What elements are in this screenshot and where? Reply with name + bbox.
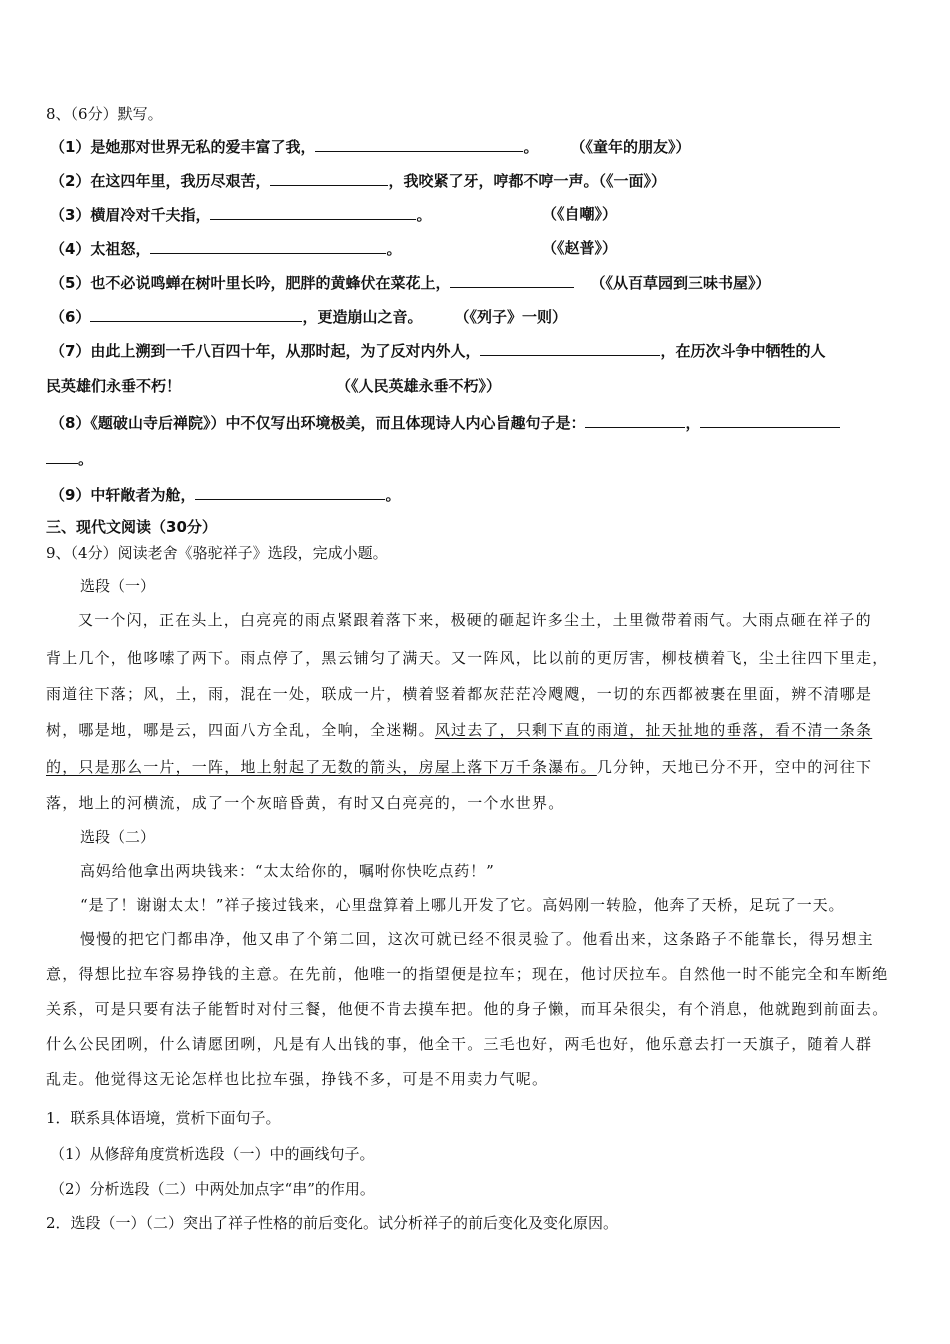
q8-5-text: （5）也不必说鸣蝉在树叶里长吟，肥胖的黄蜂伏在菜花上， (50, 274, 451, 292)
q8-item-7 (50, 340, 825, 361)
passage-line: 落，地上的河横流，成了一个灰暗昏黄，有时又白亮亮的，一个水世界。 (46, 794, 565, 812)
answer-blank[interactable] (270, 170, 388, 186)
passage-line: 背上几个，他哆嗦了两下。雨点停了，黑云铺匀了满天。又一阵风，比以前的更厉害，柳枝横着飞，尘土往四下里走， (46, 649, 889, 667)
section-title: 三、现代文阅读（30分） (46, 518, 217, 536)
answer-blank[interactable] (90, 306, 302, 322)
q8-3-source: （《自嘲》） (542, 205, 618, 223)
q8-3-post: 。 (416, 206, 432, 224)
question-line: 2．选段（一）（二）突出了祥子性格的前后变化。试分析祥子的前后变化及变化原因。 (46, 1214, 619, 1232)
passage-line: 高妈给他拿出两块钱来：“太太给你的，嘱咐你快吃点药！” (80, 862, 495, 880)
q8-6-source: （《列子》一则） (454, 308, 567, 326)
q8-1-post: 。 (523, 138, 539, 156)
q8-8-mid: ， (685, 414, 701, 432)
question-line: （2）分析选段（二）中两处加点字“串”的作用。 (50, 1180, 375, 1198)
answer-blank[interactable] (46, 448, 78, 464)
q8-item-9 (50, 484, 400, 505)
q8-1-source: （《童年的朋友》） (570, 138, 691, 156)
passage-line: 关系，可是只要有法子能暂时对付三餐，他便不肯去摸车把。他的身子懒，而耳朵很尖，有个消息，他就跑到前面去。 (46, 1000, 889, 1018)
passage-line: 什么公民团咧，什么请愿团咧，凡是有人出钱的事，他全干。三毛也好，两毛也好，他乐意去打一天旗子，随着人群 (46, 1035, 873, 1053)
q8-8-text: （8）《题破山寺后禅院》）中不仅写出环境极美，而且体现诗人内心旨趣句子是： (50, 414, 586, 432)
passage-line (46, 720, 872, 740)
passage-line: 乱走。他觉得这无论怎样也比拉车强，挣钱不多，可是不用卖力气呢。 (46, 1070, 549, 1088)
q8-item-6 (50, 306, 567, 327)
q8-item-8-cont (46, 448, 93, 469)
q8-item-7-cont: 民英雄们永垂不朽！ (46, 377, 182, 395)
q8-3-text: （3）横眉冷对千夫指， (50, 206, 211, 224)
answer-blank[interactable] (480, 340, 660, 356)
passage-line: 意，得想比拉车容易挣钱的主意。在先前，他唯一的指望便是拉车；现在，他讨厌拉车。自然他一时不能完全和车断绝 (46, 965, 889, 983)
q8-item-2 (50, 170, 666, 191)
part2-title: 选段（二） (80, 828, 156, 846)
q8-9-text: （9）中轩敞者为舱， (50, 486, 196, 504)
part1-title: 选段（一） (80, 577, 156, 595)
q8-2-post: ，我咬紧了牙，哼都不哼一声。（《一面》） (388, 172, 666, 190)
answer-blank[interactable] (450, 272, 574, 288)
passage-line: 慢慢的把它门都串净，他又串了个第二回，这次可就已经不很灵验了。他看出来，这条路子不能靠长，得另想主 (80, 930, 874, 948)
q8-item-5 (50, 272, 770, 293)
q8-4-post: 。 (386, 240, 402, 258)
answer-blank[interactable] (210, 204, 416, 220)
q8-7-source: （《人民英雄永垂不朽》） (336, 377, 502, 395)
q8-6-text: （6） (50, 308, 91, 326)
passage-line: 雨道往下落；风，土，雨，混在一处，联成一片，横着竖着都灰茫茫冷飕飕，一切的东西都被裹在里面，辨不清哪是 (46, 685, 873, 703)
q8-7-post: ，在历次斗争中牺牲的人 (660, 342, 826, 360)
answer-blank[interactable] (315, 136, 523, 152)
q8-item-4 (50, 238, 401, 259)
answer-blank[interactable] (150, 238, 386, 254)
q8-7-text: （7）由此上溯到一千八百四十年，从那时起，为了反对内外人， (50, 342, 481, 360)
underlined-sentence: 风过去了，只剩下直的雨道，扯天扯地的垂落，看不清一条条 (434, 721, 873, 739)
q8-4-source: （《赵普》） (542, 239, 618, 257)
question-line: 1．联系具体语境，赏析下面句子。 (46, 1109, 281, 1127)
q9-header: 9、（4分）阅读老舍《骆驼祥子》选段，完成小题。 (46, 544, 388, 562)
q8-item-3 (50, 204, 431, 225)
question-line: （1）从修辞角度赏析选段（一）中的画线句子。 (50, 1145, 375, 1163)
q8-5-source: （《从百草园到三味书屋》） (590, 274, 771, 292)
passage-line (46, 757, 872, 777)
answer-blank[interactable] (700, 412, 840, 428)
answer-blank[interactable] (195, 484, 385, 500)
passage-text: 树，哪是地，哪是云，四面八方全乱，全响，全迷糊。 (46, 721, 435, 739)
q8-8-end: 。 (78, 450, 94, 468)
q8-1-text: （1）是她那对世界无私的爱丰富了我， (50, 138, 316, 156)
q8-6-post: ，更造崩山之音。 (302, 308, 423, 326)
q8-9-post: 。 (385, 486, 401, 504)
q8-header: 8、（6分）默写。 (46, 105, 163, 123)
passage-text: 几分钟，天地已分不开，空中的河往下 (596, 758, 873, 776)
passage-line: “是了！谢谢太太！”祥子接过钱来，心里盘算着上哪儿开发了它。高妈刚一转脸，他奔了天桥，足玩了一天。 (80, 896, 845, 914)
passage-line: 又一个闪，正在头上，白亮亮的雨点紧跟着落下来，极硬的砸起许多尘土，土里微带着雨气。大雨点砸在祥子的 (78, 611, 872, 629)
q8-4-text: （4）太祖怒， (50, 240, 151, 258)
q8-item-1 (50, 136, 690, 157)
q8-2-text: （2）在这四年里，我历尽艰苦， (50, 172, 271, 190)
answer-blank[interactable] (585, 412, 685, 428)
underlined-sentence: 的，只是那么一片，一阵，地上射起了无数的箭头，房屋上落下万千条瀑布。 (46, 758, 597, 776)
q8-item-8 (50, 412, 840, 433)
